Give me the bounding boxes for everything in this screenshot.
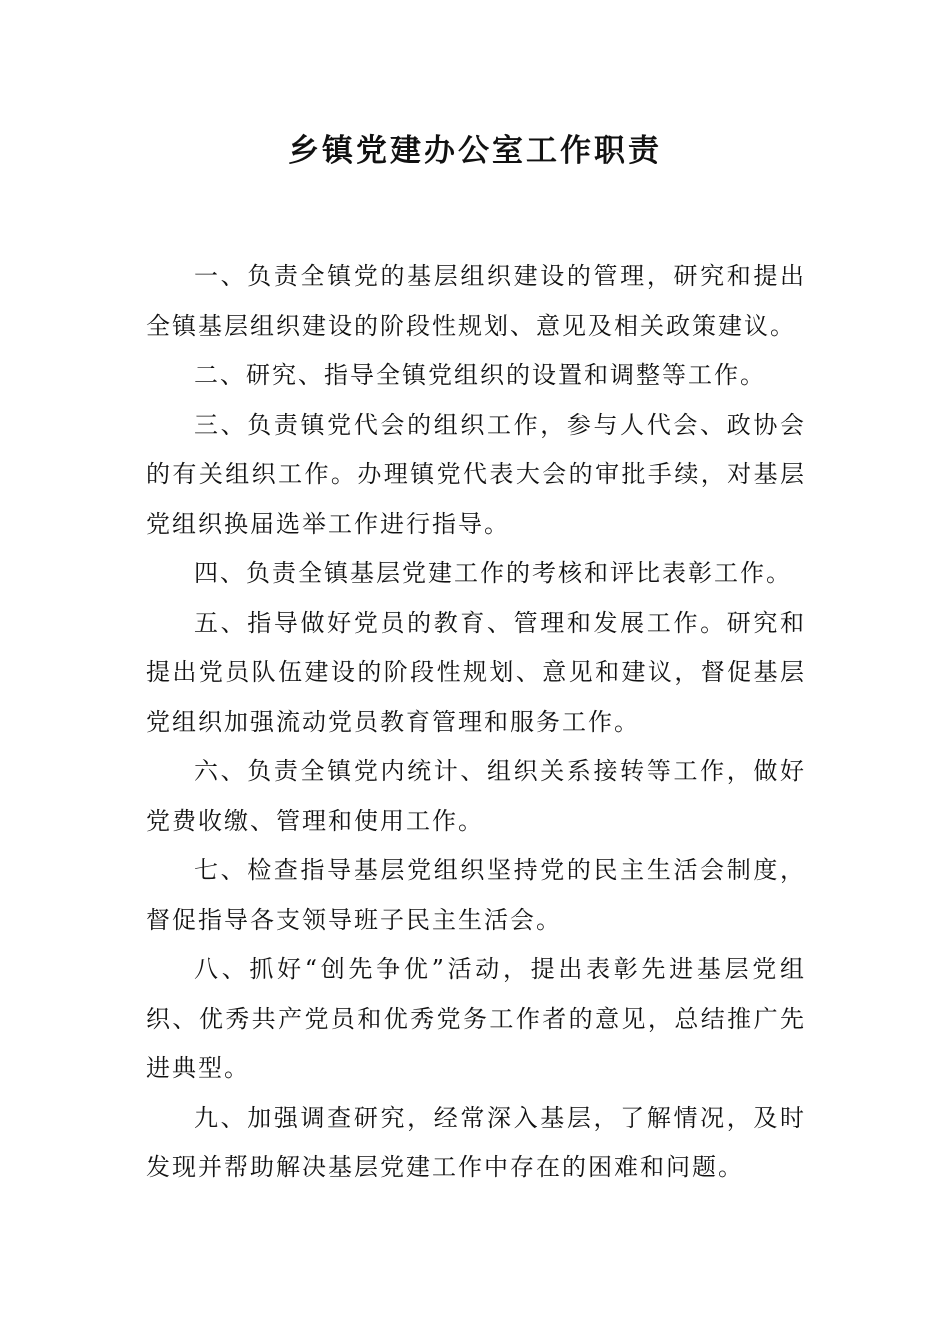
clause-9: 九、加强调查研究，经常深入基层，了解情况，及时发现并帮助解决基层党建工作中存在的困难和问题。 xyxy=(146,1103,806,1181)
clause-8: 八、抓好“创先争优”活动，提出表彰先进基层党组织、优秀共产党员和优秀党务工作者的意见，总结推广先进典型。 xyxy=(146,955,806,1082)
document-body xyxy=(146,252,806,1193)
clause-4: 四、负责全镇基层党建工作的考核和评比表彰工作。 xyxy=(194,559,792,587)
clause-7: 七、检查指导基层党组织坚持党的民主生活会制度，督促指导各支领导班子民主生活会。 xyxy=(146,856,806,934)
clause-5: 五、指导做好党员的教育、管理和发展工作。研究和提出党员队伍建设的阶段性规划、意见和建议，督促基层党组织加强流动党员教育管理和服务工作。 xyxy=(146,608,806,736)
clause-1: 一、负责全镇党的基层组织建设的管理，研究和提出全镇基层组织建设的阶段性规划、意见及相关政策建议。 xyxy=(146,262,806,340)
document-title: 乡镇党建办公室工作职责 xyxy=(288,133,662,169)
clause-2: 二、研究、指导全镇党组织的设置和调整等工作。 xyxy=(194,361,766,389)
clause-6: 六、负责全镇党内统计、组织关系接转等工作，做好党费收缴、管理和使用工作。 xyxy=(146,757,806,835)
clause-3: 三、负责镇党代会的组织工作，参与人代会、政协会的有关组织工作。办理镇党代表大会的审批手续，对基层党组织换届选举工作进行指导。 xyxy=(146,410,806,538)
